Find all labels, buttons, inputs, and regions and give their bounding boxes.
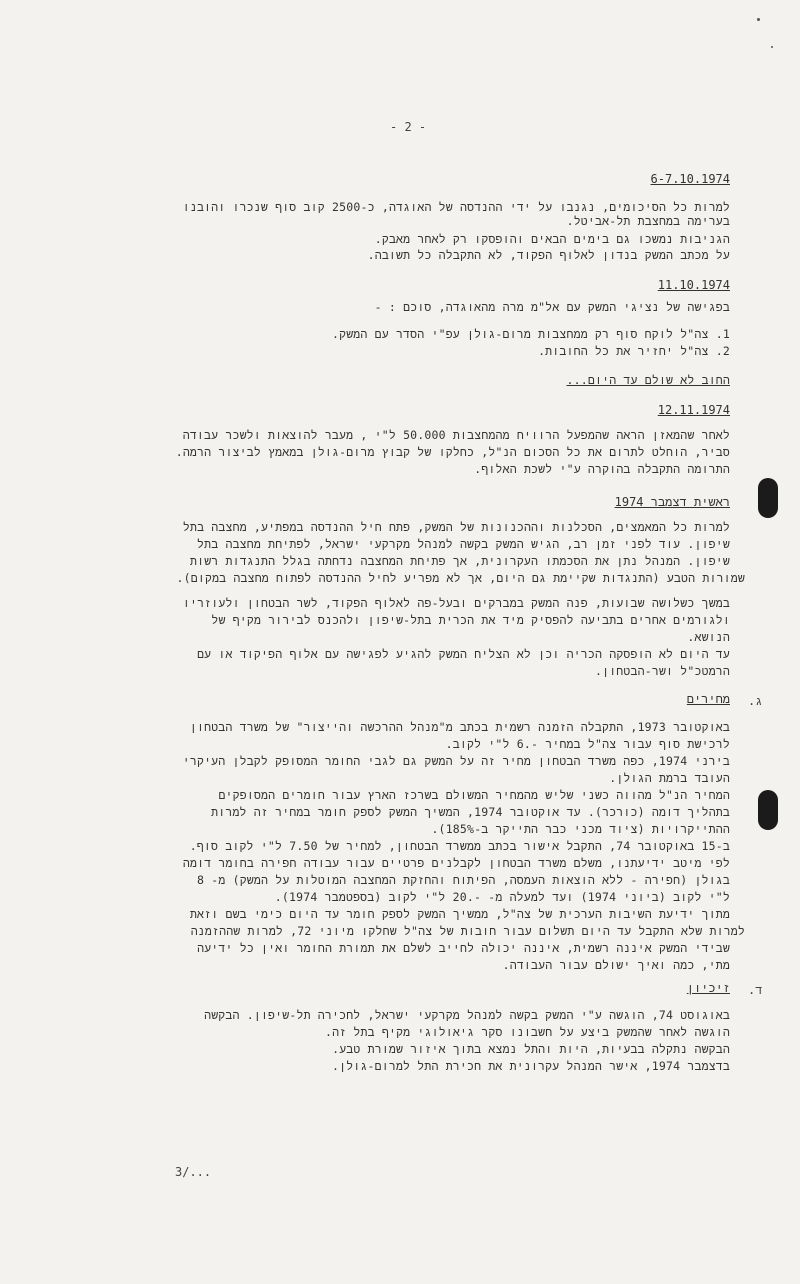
text-line: בגולן (חפירה - ללא הוצאות העמסה, הפיתוח והחזקת המחצבה המוטלות על המשק) מ- 8 (196, 873, 730, 887)
text-line: המחיר הנ"ל מהווה כשני שליש מהמחיר המשולם בשרכז הארץ עבור חומרים המסופקים (218, 788, 730, 802)
text-line: בדצמבר 1974, אישר המנהל עקרונית את חכירת התל למרום-גולן. (331, 1059, 730, 1073)
text-line: בפגישה של נציגי המשק עם אל"מ מרה מהאוגדה, סוכם : - (374, 300, 730, 314)
text-line: ב-15 באוקטובר 74, התקבל אישור בכתב ממשרד הבטחון, למחיר של 7.50 ל"י לקוב סוף. (189, 839, 730, 853)
text-line: שמורות הטבע (התנגדות שקיימת גם היום, אך לא מפריע לחיל ההנדסה לפתוח מחצבה במקום). (176, 571, 745, 585)
section-letter: ג. (748, 694, 763, 708)
section-heading: מחירים (686, 692, 730, 706)
text-line: לפי מיטב ידיעתנו, משלם משרד הבטחון לקבלנים פרטיים עבור עבודה חפירה בחומר דומה (182, 856, 730, 870)
scan-speck (757, 18, 760, 21)
continuation-footer: 3/... (175, 1165, 212, 1179)
text-line: שיפון. עוד לפני זמן רב, הגיש המשק בקשה למנהל מקרקעי ישראל, לפתיחת מחצבה בתל (197, 537, 730, 551)
text-line: ל"י לקוב (ביוני 1974) ועד למעלה מ- -.20 ל"י לקוב (בספטמבר 1974). (274, 890, 730, 904)
text-line: סביר, הוחלט לתרום את כל הסכום הנ"ל, כחלקו של קבוץ מרום-גולן במאמץ לביצור הרמה. (175, 445, 730, 459)
text-line: הנושא. (687, 630, 730, 644)
section-heading: 12.11.1974 (657, 403, 730, 417)
section-heading: ראשית דצמבר 1974 (614, 495, 730, 509)
punch-hole (758, 478, 778, 518)
text-line: מתי, כמה ואיך ישולם עבור העבודה. (502, 958, 730, 972)
text-line: הרמטכ"ל ושר-הבטחון. (594, 664, 730, 678)
text-line: עד היום לא הופסקה הכריה וכן לא הצליח המשק להגיע לפגישה עם אלוף הפיקוד או עם (197, 647, 730, 661)
text-line: ולגורמים אחרים בתביעה להפסיק מיד את הכרית בתל-שיפון ולהכנס לבירור מקיף של (211, 613, 730, 627)
text-line: בתהליך דומה (כורכר). עד אוקטובר 1974, המשיך המשק לספק חומר במחיר זה למרות (211, 805, 730, 819)
text-line: למרות כל הסיכומים, נגנבו על ידי ההנדסה של האוגדה, כ-2500 קוב סוף שנכרו והובנו (182, 200, 730, 214)
section-letter: ד. (748, 983, 763, 997)
text-line: העובד ברמת הגולן. (609, 771, 730, 785)
scan-speck (771, 46, 773, 48)
text-line: שבידי המשק איננה רשמית, איננה יכולה לחייב לשלם את תמורת החומר ואין כל ידיעה (197, 941, 730, 955)
text-line: 1. צה"ל לוקח סוף רק ממחצבות מרום-גולן עפ"י הסדר עם המשק. (331, 327, 730, 341)
text-line: הגניבות נמשכו גם בימים הבאים והופסקו רק לאחר מאבק. (374, 232, 730, 246)
text-line: ההתייקרויות (ציוד מכני כבר התייקר ב-185%). (431, 822, 730, 836)
page-number: - 2 - (390, 120, 427, 134)
text-line: מתוך ידיעת השיבות הערכית של צה"ל, ממשיך המשק לספק חומר עד היום כימי בשם וזאת (189, 907, 730, 921)
text-line: למרות כל המאמצים, הסכלנות וההכנונות של המשק, פתח חיל ההנדסה במפתיע, מחצבה בתל (182, 520, 730, 534)
text-line: 2. צה"ל יחזיר את כל החובות. (538, 344, 730, 358)
section-heading: זיכיון (686, 981, 730, 995)
text-line: בירני 1974, כפה משרד הבטחון מחיר זה על המשק גם לגבי החומר המסופק לקבלן העיקרי (182, 754, 730, 768)
punch-hole (758, 790, 778, 830)
text-line: על מכתב המשק בנדון לאלוף הפקוד, לא התקבלה כל תשובה. (367, 248, 730, 262)
text-line: התרומה התקבלה בהוקרה ע"י לשכת האלוף. (474, 462, 730, 476)
text-line: בערימה במחצבת תל-אביטל. (566, 214, 730, 228)
text-line: באוקטובר 1973, התקבלה הזמנה רשמית בכתב מ"מנהל ההרכשה והייצור" של משרד הבטחון (189, 720, 730, 734)
text-line: הבקשה נתקלה בבעיות, היות והתל נמצא בתוך איזור שמורת טבע. (332, 1042, 730, 1056)
text-line: באוגוסט 74, הוגשה ע"י המשק בקשה למנהל מקרקעי ישראל, לחכירה תל-שיפון. הבקשה (204, 1008, 730, 1022)
section-heading: 11.10.1974 (657, 278, 730, 292)
text-line: לרכישת סוף עבור צה"ל במחיר -.6 ל"י לקוב. (445, 737, 730, 751)
section-heading: 6-7.10.1974 (650, 172, 730, 186)
text-line: במשך כשלושה שבועות, פנה המשק במברקים ובעל-פה לאלוף הפקוד, לשר הבטחון ולעוזריו (182, 596, 730, 610)
text-line: הוגשה לאחר שהמשק ביצע על חשבונו סקר גיאולוגי מקיף בתל זה. (324, 1025, 730, 1039)
text-line-underlined: החוב לא שולם עד היום... (566, 373, 730, 387)
text-line: למרות שלא התקבל עד היום תשלום עבור חובות של צה"ל שחלקו מיוני 72, למרות שההזמנה (190, 924, 745, 938)
text-line: לאחר שהמאזן הראה שהמפעל הרוויח מהמחצבות 50.000 ל"י , מעבר להוצאות ולשכר עבודה (182, 428, 730, 442)
text-line: שיפון. המנהל נתן את הסכמתו העקרונית, אך פתיחת המחצבה נדחתה בגלל התנגדות רשות (190, 554, 730, 568)
